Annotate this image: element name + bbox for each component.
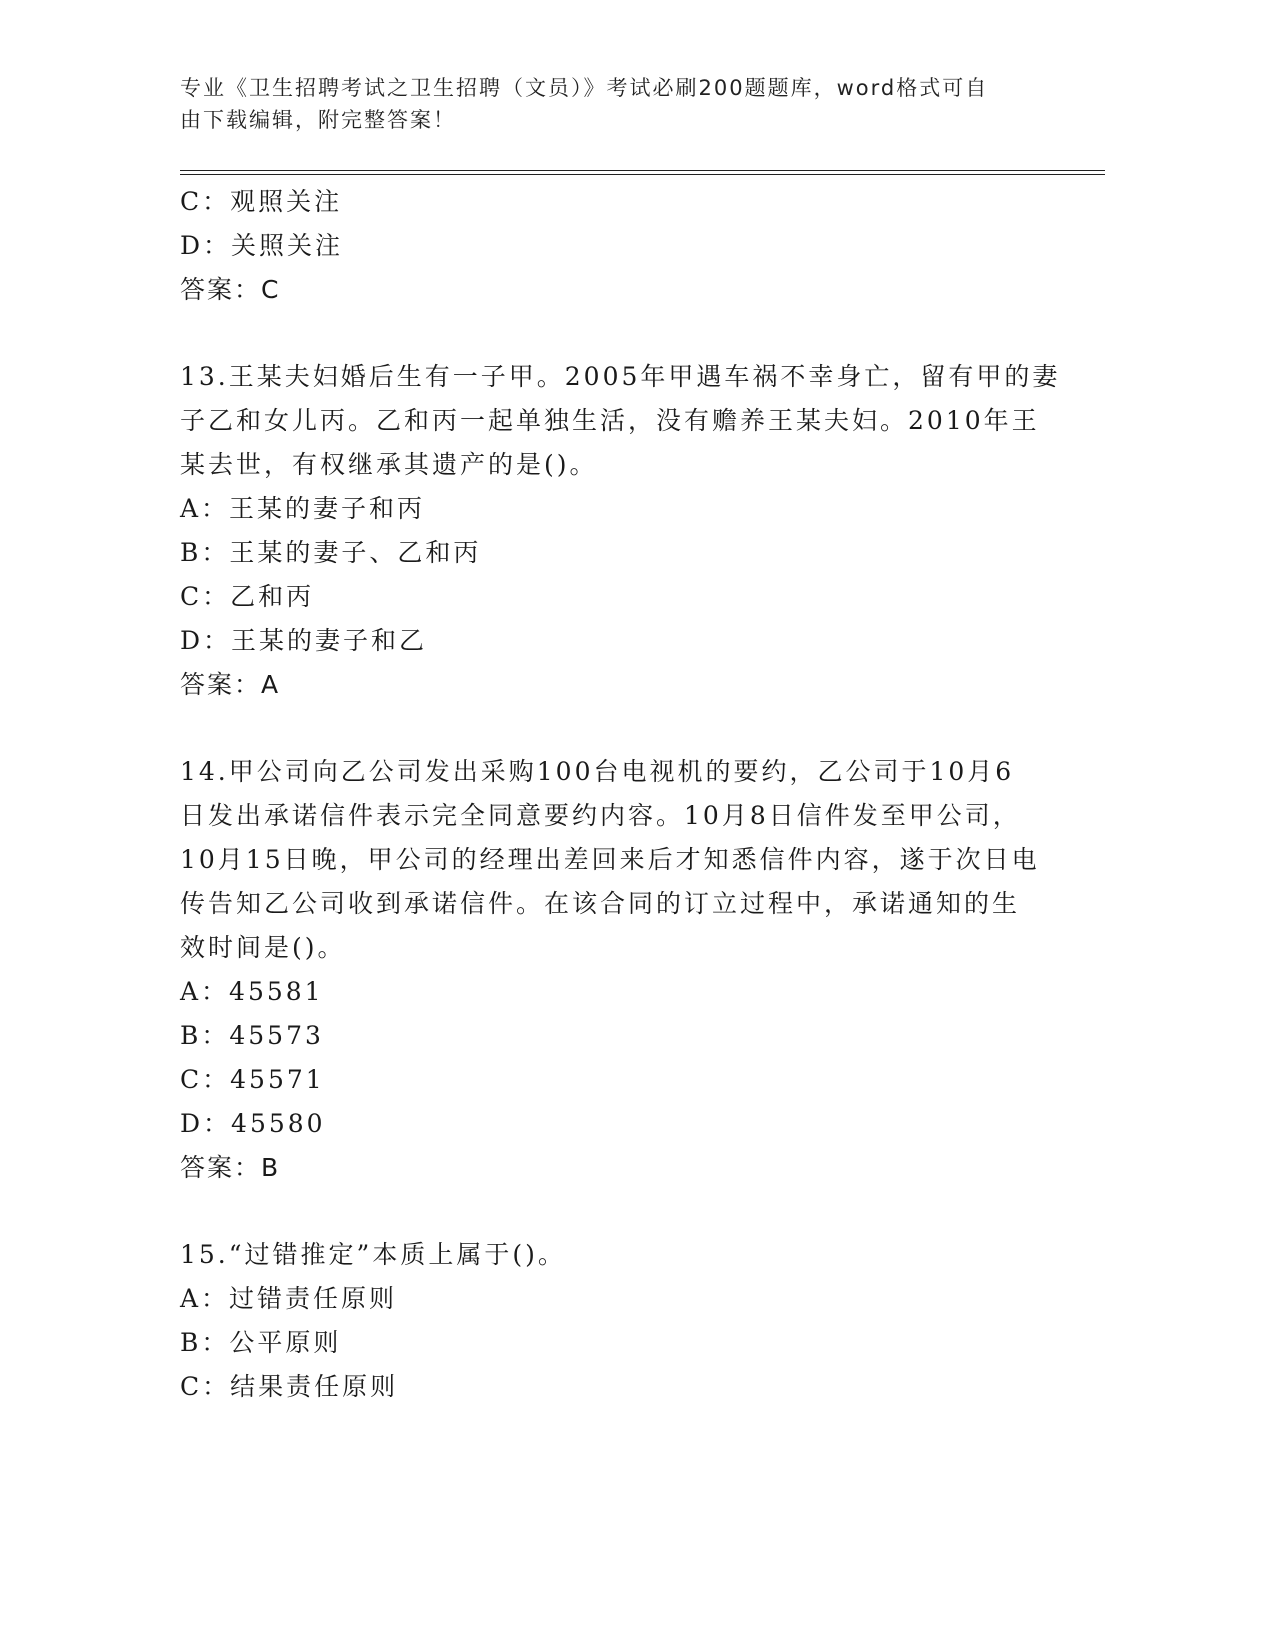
q13-option-d: D：王某的妻子和乙 (180, 626, 428, 655)
q14-stem-line-1: 14.甲公司向乙公司发出采购100台电视机的要约，乙公司于10月6 (180, 757, 1015, 786)
q14-stem-line-5: 效时间是()。 (180, 933, 346, 962)
q14-option-b: B：45573 (180, 1021, 324, 1050)
q13-answer: 答案：A (180, 670, 281, 699)
q14-stem-line-2: 日发出承诺信件表示完全同意要约内容。10月8日信件发至甲公司， (180, 801, 1021, 830)
q15-stem (180, 1233, 1040, 1277)
spacer (180, 707, 1060, 750)
q13-option-b: B：王某的妻子、乙和丙 (180, 538, 482, 567)
q14-stem (180, 750, 1040, 970)
document-header (180, 72, 1050, 136)
q14-option-d: D：45580 (180, 1109, 326, 1138)
header-divider-top (180, 170, 1105, 171)
question-list (180, 180, 1060, 1409)
q14-option-a: A：45581 (180, 977, 324, 1006)
q14-answer: 答案：B (180, 1153, 281, 1182)
q14-stem-line-4: 传告知乙公司收到承诺信件。在该合同的订立过程中，承诺通知的生 (180, 889, 1021, 918)
header-line-2: 由下载编辑，附完整答案！ (180, 108, 456, 132)
q15-stem-line-1: 15.“过错推定”本质上属于()。 (180, 1240, 566, 1269)
q15-option-c: C：结果责任原则 (180, 1372, 399, 1401)
header-line-1: 专业《卫生招聘考试之卫生招聘（文员）》考试必刷200题题库，word格式可自 (180, 76, 989, 100)
question-12 (180, 180, 1060, 312)
q13-option-c: C：乙和丙 (180, 582, 315, 611)
q13-stem-line-3: 某去世，有权继承其遗产的是()。 (180, 450, 598, 479)
spacer (180, 312, 1060, 355)
q13-stem-line-1: 13.王某夫妇婚后生有一子甲。2005年甲遇车祸不幸身亡，留有甲的妻 (180, 362, 1061, 391)
q12-answer: 答案：C (180, 275, 281, 304)
q15-option-b: B：公平原则 (180, 1328, 342, 1357)
q14-stem-line-3: 10月15日晚，甲公司的经理出差回来后才知悉信件内容，遂于次日电 (180, 845, 1040, 874)
question-15 (180, 1233, 1060, 1409)
q12-option-d: D：关照关注 (180, 231, 344, 260)
q13-stem (180, 355, 1061, 487)
q12-option-c: C：观照关注 (180, 187, 343, 216)
q15-option-a: A：过错责任原则 (180, 1284, 398, 1313)
question-13 (180, 355, 1060, 707)
q13-option-a: A：王某的妻子和丙 (180, 494, 426, 523)
question-14 (180, 750, 1060, 1190)
q14-option-c: C：45571 (180, 1065, 325, 1094)
q13-stem-line-2: 子乙和女儿丙。乙和丙一起单独生活，没有赡养王某夫妇。2010年王 (180, 406, 1040, 435)
header-divider-bottom (180, 174, 1105, 175)
spacer (180, 1190, 1060, 1233)
